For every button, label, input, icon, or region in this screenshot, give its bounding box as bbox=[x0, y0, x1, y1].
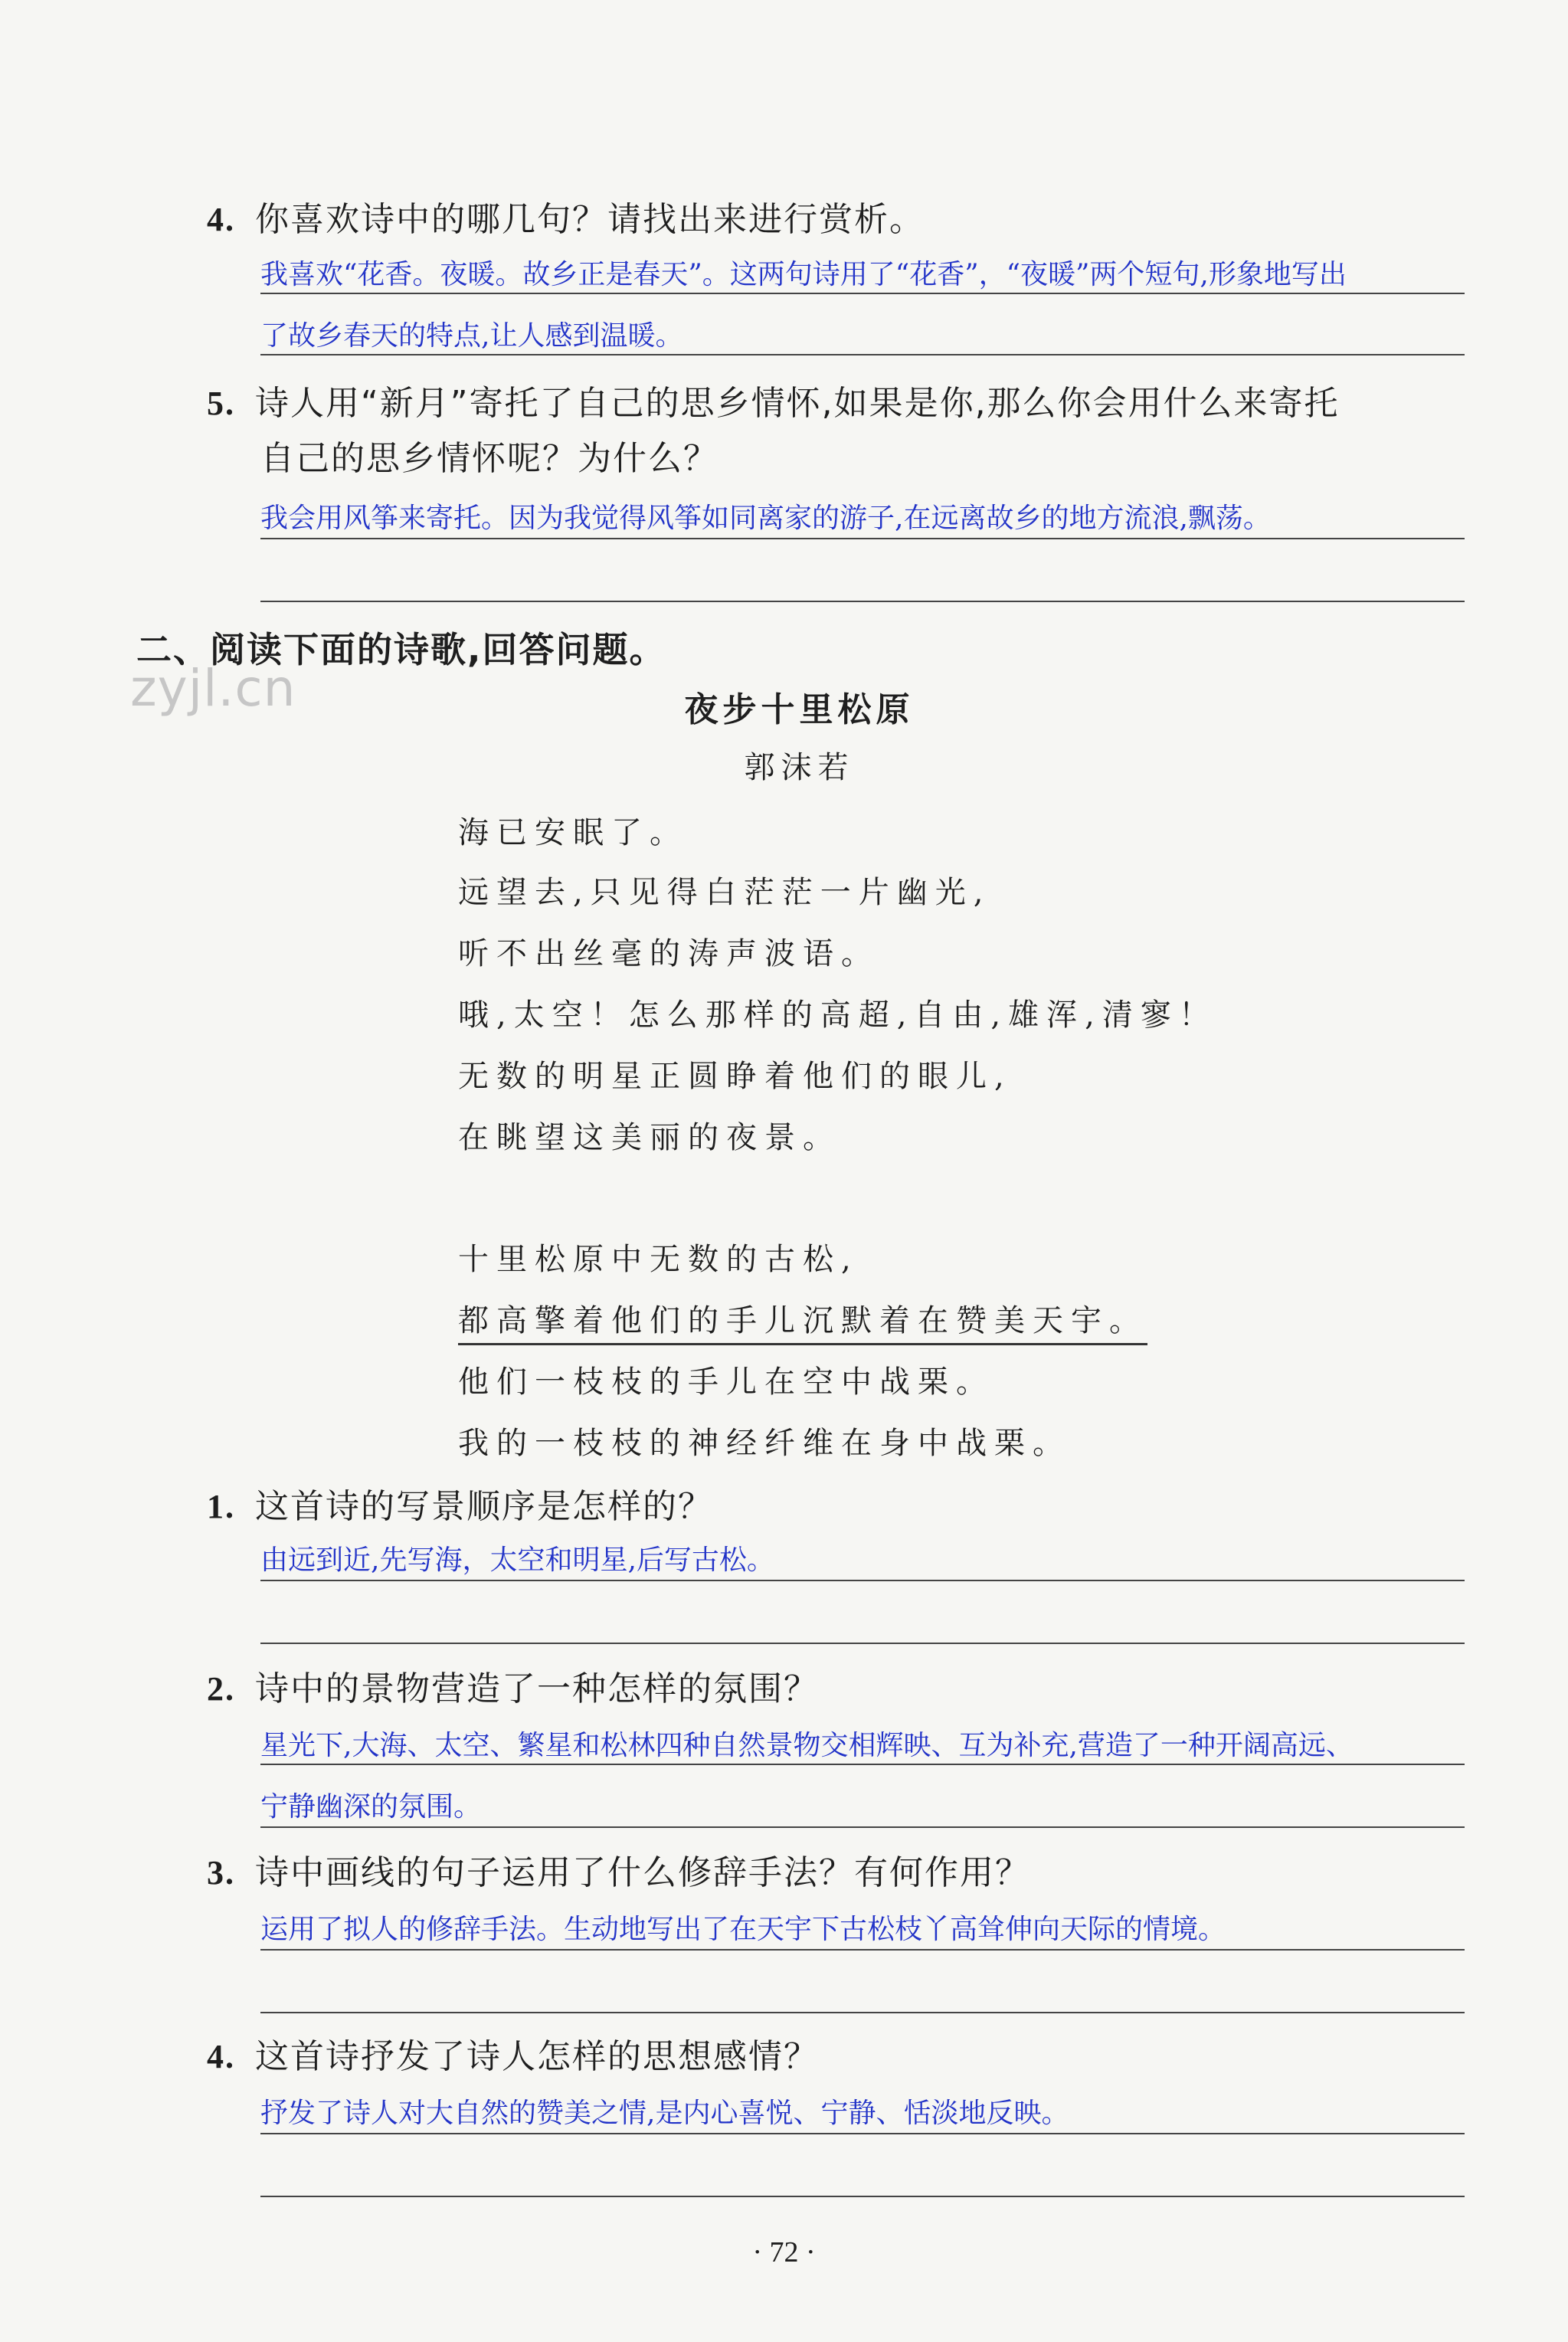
answer-line: 由远到近,先写海，太空和明星,后写古松。 bbox=[260, 1544, 774, 1576]
answer-line: 星光下,大海、太空、繁星和松林四种自然景物交相辉映、互为补充,营造了一种开阔高远、 bbox=[260, 1730, 1354, 1761]
answer-line: 了故乡春天的特点,让人感到温暖。 bbox=[260, 320, 683, 352]
poem-line: 远望去,只见得白茫茫一片幽光, bbox=[458, 875, 991, 910]
question-text: 这首诗的写景顺序是怎样的？ bbox=[255, 1487, 713, 1526]
watermark: zyjl.cn bbox=[130, 659, 296, 718]
answer-rule bbox=[260, 1949, 1465, 1951]
answer-line: 我会用风筝来寄托。因为我觉得风筝如同离家的游子,在远离故乡的地方流浪,飘荡。 bbox=[260, 503, 1271, 534]
poem-line-underlined bbox=[458, 1296, 1147, 1340]
poem-line: 听不出丝毫的涛声波语。 bbox=[458, 936, 879, 971]
question-number: 1. bbox=[207, 1488, 235, 1525]
answer-rule bbox=[260, 293, 1465, 294]
answer-rule bbox=[260, 1826, 1465, 1828]
question-1 bbox=[207, 1479, 713, 1528]
answer-line: 运用了拟人的修辞手法。生动地写出了在天宇下古松枝丫高耸伸向天际的情境。 bbox=[260, 1914, 1226, 1945]
poem-line: 我的一枝枝的神经纤维在身中战栗。 bbox=[458, 1426, 1071, 1461]
poem-line: 他们一枝枝的手儿在空中战栗。 bbox=[458, 1364, 994, 1400]
answer-rule bbox=[260, 1643, 1465, 1644]
answer-rule bbox=[260, 601, 1465, 602]
question-4 bbox=[207, 2029, 819, 2078]
question-text: 你喜欢诗中的哪几句？请找出来进行赏析。 bbox=[255, 200, 925, 239]
poem-line: 哦,太空！怎么那样的高超,自由,雄浑,清寥！ bbox=[458, 997, 1217, 1033]
question-number: 4. bbox=[207, 201, 235, 238]
answer-line: 宁静幽深的氛围。 bbox=[260, 1791, 482, 1823]
answer-rule bbox=[260, 2012, 1465, 2013]
answer-line: 抒发了诗人对大自然的赞美之情,是内心喜悦、宁静、恬淡地反映。 bbox=[260, 2098, 1069, 2129]
page-number: · 72 · bbox=[752, 2236, 816, 2268]
poem-line: 无数的明星正圆睁着他们的眼儿, bbox=[458, 1059, 1012, 1094]
poem-line: 十里松原中无数的古松, bbox=[458, 1242, 859, 1277]
question-text: 这首诗抒发了诗人怎样的思想感情？ bbox=[255, 2037, 819, 2076]
question-number: 4. bbox=[207, 2038, 235, 2075]
question-3 bbox=[207, 1845, 1030, 1894]
question-4-prev bbox=[207, 192, 925, 241]
answer-line: 我喜欢“花香。夜暖。故乡正是春天”。这两句诗用了“花香”，“夜暖”两个短句,形象地写出 bbox=[260, 259, 1347, 290]
question-number: 2. bbox=[207, 1670, 235, 1708]
answer-rule bbox=[260, 538, 1465, 539]
answer-rule bbox=[260, 354, 1465, 355]
poem-line: 海已安眠了。 bbox=[458, 815, 688, 850]
question-2 bbox=[207, 1661, 819, 1710]
question-text: 诗人用“新月”寄托了自己的思乡情怀,如果是你,那么你会用什么来寄托 bbox=[255, 384, 1340, 423]
poem-title: 夜步十里松原 bbox=[684, 690, 915, 729]
answer-rule bbox=[260, 2133, 1465, 2134]
poem-line: 在眺望这美丽的夜景。 bbox=[458, 1120, 841, 1155]
section-heading: 二、阅读下面的诗歌,回答问题。 bbox=[136, 629, 666, 670]
question-number: 5. bbox=[207, 385, 235, 422]
answer-rule bbox=[260, 1764, 1465, 1765]
question-text: 诗中画线的句子运用了什么修辞手法？有何作用？ bbox=[255, 1853, 1030, 1892]
question-text-cont: 自己的思乡情怀呢？为什么？ bbox=[260, 439, 719, 478]
poem-author: 郭沫若 bbox=[744, 750, 855, 785]
answer-rule bbox=[260, 2196, 1465, 2197]
answer-rule bbox=[260, 1580, 1465, 1581]
question-5-prev bbox=[207, 375, 1340, 424]
question-text: 诗中的景物营造了一种怎样的氛围？ bbox=[255, 1669, 819, 1708]
question-number: 3. bbox=[207, 1854, 235, 1892]
underlined-sentence: 都高擎着他们的手儿沉默着在赞美天宇。 bbox=[458, 1303, 1147, 1345]
